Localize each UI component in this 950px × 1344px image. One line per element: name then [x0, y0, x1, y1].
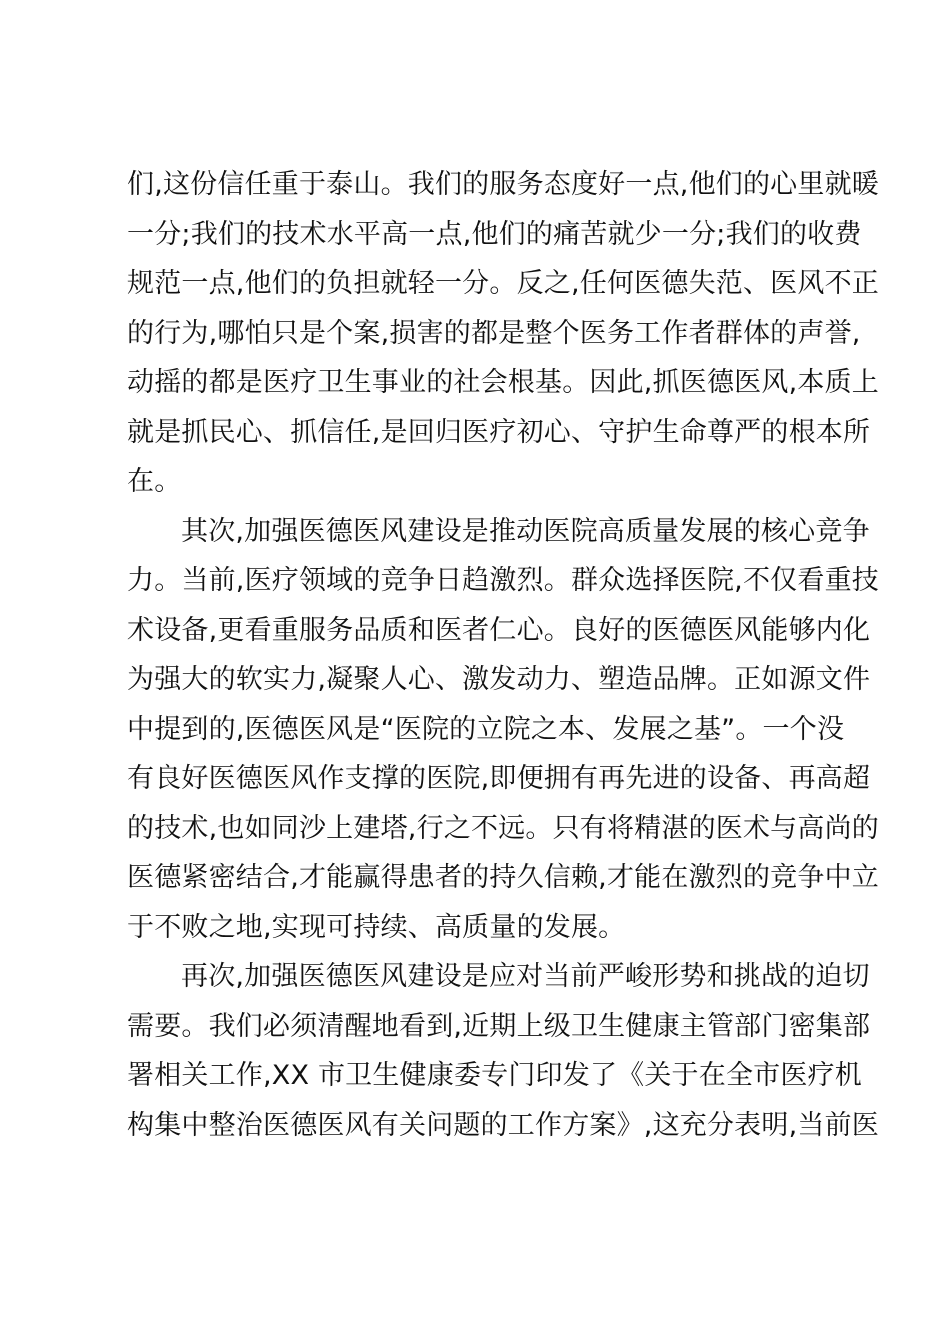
text-line: 其次,加强医德医风建设是推动医院高质量发展的核心竞争 [181, 515, 870, 547]
text-line: 为强大的软实力,凝聚人心、激发动力、塑造品牌。正如源文件 [127, 664, 871, 695]
text-line: 中提到的,医德医风是“医院的立院之本、发展之基”。一个没 [127, 713, 845, 745]
text-line: 的行为,哪怕只是个案,损害的都是整个医务工作者群体的声誉, [127, 317, 861, 349]
text-line: 于不败之地,实现可持续、高质量的发展。 [127, 911, 626, 943]
text-line: 力。当前,医疗领域的竞争日趋激烈。群众选择医院,不仅看重技 [127, 565, 879, 596]
text-line: 医德紧密结合,才能赢得患者的持久信赖,才能在激烈的竞争中立 [127, 862, 879, 893]
text-line: 就是抓民心、抓信任,是回归医疗初心、守护生命尊严的根本所 [127, 416, 871, 448]
text-line: 再次,加强医德医风建设是应对当前严峻形势和挑战的迫切 [181, 961, 870, 992]
text-line: 术设备,更看重服务品质和医者仁心。良好的医德医风能够内化 [127, 614, 871, 646]
text-line: 在。 [127, 466, 182, 497]
paragraph [127, 160, 879, 507]
text-line: 构集中整治医德医风有关问题的工作方案》,这充分表明,当前医 [127, 1109, 879, 1141]
text-line: 一分;我们的技术水平高一点,他们的痛苦就少一分;我们的收费 [127, 218, 862, 250]
document-body [127, 160, 879, 1150]
text-line: 们,这份信任重于泰山。我们的服务态度好一点,他们的心里就暖 [127, 169, 879, 200]
text-line: 署相关工作,XX 市卫生健康委专门印发了《关于在全市医疗机 [127, 1060, 862, 1091]
text-line: 的技术,也如同沙上建塔,行之不远。只有将精湛的医术与高尚的 [127, 812, 879, 844]
paragraph [127, 507, 879, 953]
text-line: 动摇的都是医疗卫生事业的社会根基。因此,抓医德医风,本质上 [127, 367, 879, 398]
text-line: 规范一点,他们的负担就轻一分。反之,任何医德失范、医风不正 [127, 268, 879, 299]
text-line: 有良好医德医风作支撑的医院,即便拥有再先进的设备、再高超 [127, 763, 871, 794]
paragraph [127, 952, 879, 1150]
text-line: 需要。我们必须清醒地看到,近期上级卫生健康主管部门密集部 [127, 1010, 871, 1042]
